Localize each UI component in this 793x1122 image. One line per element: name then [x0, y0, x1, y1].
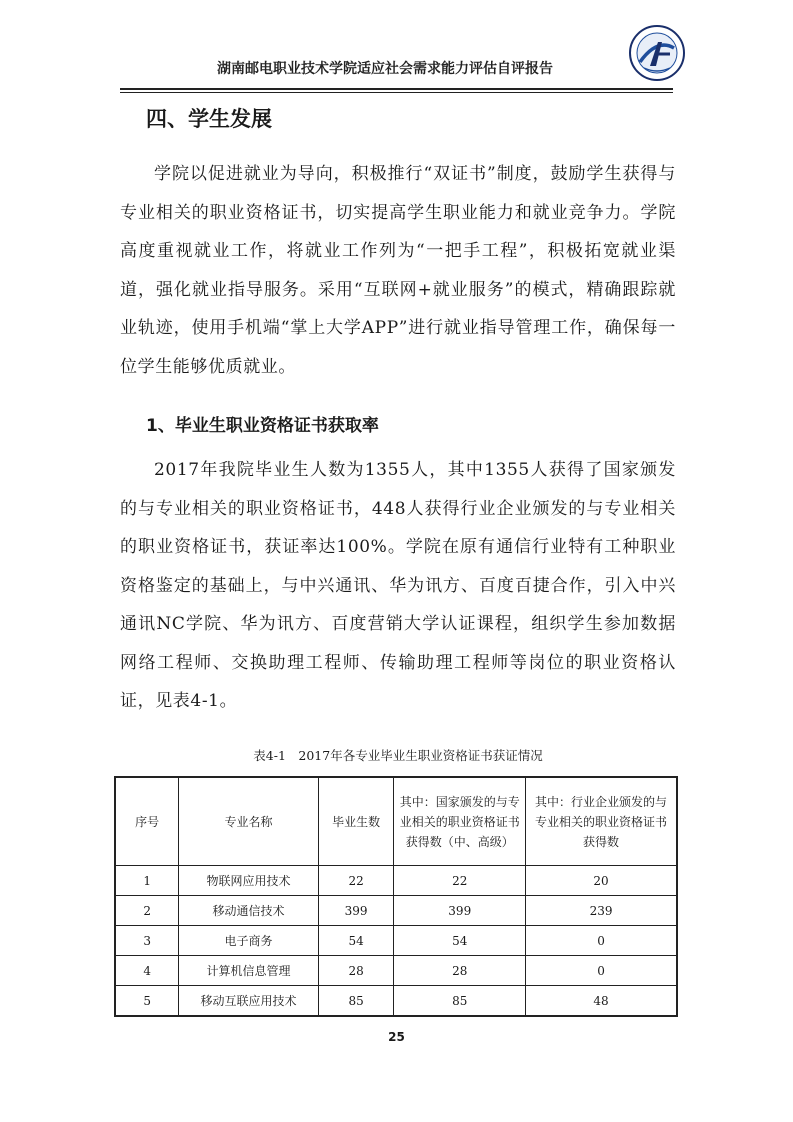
subsection-paragraph: 2017年我院毕业生人数为1355人，其中1355人获得了国家颁发的与专业相关的职业资格证书，448人获得行业企业颁发的与专业相关的职业资格证书，获证率达100%。学院在原有通信行业特有工种职业资格鉴定的基础上，与中兴通讯、华为讯方、百度百捷合作，引入中兴通讯NC学院、华为讯方、百度营销大学认证课程，组织学生参加数据网络工程师、交换助理工程师、传输助理工程师等岗位的职业资格认证，见表4-1。 — [120, 460, 676, 711]
header-rule — [120, 88, 673, 90]
header-rule-thin — [120, 92, 673, 93]
header-grads: 毕业生数 — [318, 777, 394, 866]
table-row — [115, 926, 677, 956]
cell-grads: 85 — [318, 986, 394, 1017]
cell-major: 物联网应用技术 — [179, 866, 318, 896]
cell-industry: 0 — [526, 926, 677, 956]
page-header-title: 湖南邮电职业技术学院适应社会需求能力评估自评报告 — [217, 61, 553, 77]
cell-national: 399 — [394, 896, 526, 926]
cell-grads: 22 — [318, 866, 394, 896]
page-number: 25 — [388, 1030, 405, 1044]
cell-no: 3 — [115, 926, 179, 956]
header-no: 序号 — [115, 777, 179, 866]
intro-paragraph: 学院以促进就业为导向，积极推行“双证书”制度，鼓励学生获得与专业相关的职业资格证书，切实提高学生职业能力和就业竞争力。学院高度重视就业工作，将就业工作列为“一把手工程”，积极拓宽就业渠道，强化就业指导服务。采用“互联网+就业服务”的模式，精确跟踪就业轨迹，使用手机端“掌上大学APP”进行就业指导管理工作，确保每一位学生能够优质就业。 — [120, 164, 676, 377]
certificate-table — [114, 776, 678, 1017]
cell-no: 5 — [115, 986, 179, 1017]
cell-no: 2 — [115, 896, 179, 926]
cell-major: 移动互联应用技术 — [179, 986, 318, 1017]
subsection-title: 1、毕业生职业资格证书获取率 — [146, 416, 379, 436]
school-emblem-icon — [628, 24, 686, 82]
table-row — [115, 866, 677, 896]
cell-grads: 399 — [318, 896, 394, 926]
cell-national: 22 — [394, 866, 526, 896]
cell-major: 电子商务 — [179, 926, 318, 956]
table-caption: 表4-1 2017年各专业毕业生职业资格证书获证情况 — [253, 748, 543, 763]
cell-grads: 54 — [318, 926, 394, 956]
table-row — [115, 986, 677, 1017]
table-row — [115, 896, 677, 926]
header-major: 专业名称 — [179, 777, 318, 866]
cell-industry: 20 — [526, 866, 677, 896]
cell-industry: 0 — [526, 956, 677, 986]
cell-grads: 28 — [318, 956, 394, 986]
cell-national: 54 — [394, 926, 526, 956]
cell-industry: 239 — [526, 896, 677, 926]
table-header-row — [115, 777, 677, 866]
cell-industry: 48 — [526, 986, 677, 1017]
table-row — [115, 956, 677, 986]
header-national: 其中：国家颁发的与专业相关的职业资格证书获得数（中、高级） — [394, 777, 526, 866]
cell-national: 28 — [394, 956, 526, 986]
cell-major: 计算机信息管理 — [179, 956, 318, 986]
section-title: 四、学生发展 — [146, 107, 272, 131]
cell-major: 移动通信技术 — [179, 896, 318, 926]
cell-no: 4 — [115, 956, 179, 986]
header-industry: 其中：行业企业颁发的与专业相关的职业资格证书获得数 — [526, 777, 677, 866]
cell-no: 1 — [115, 866, 179, 896]
cell-national: 85 — [394, 986, 526, 1017]
